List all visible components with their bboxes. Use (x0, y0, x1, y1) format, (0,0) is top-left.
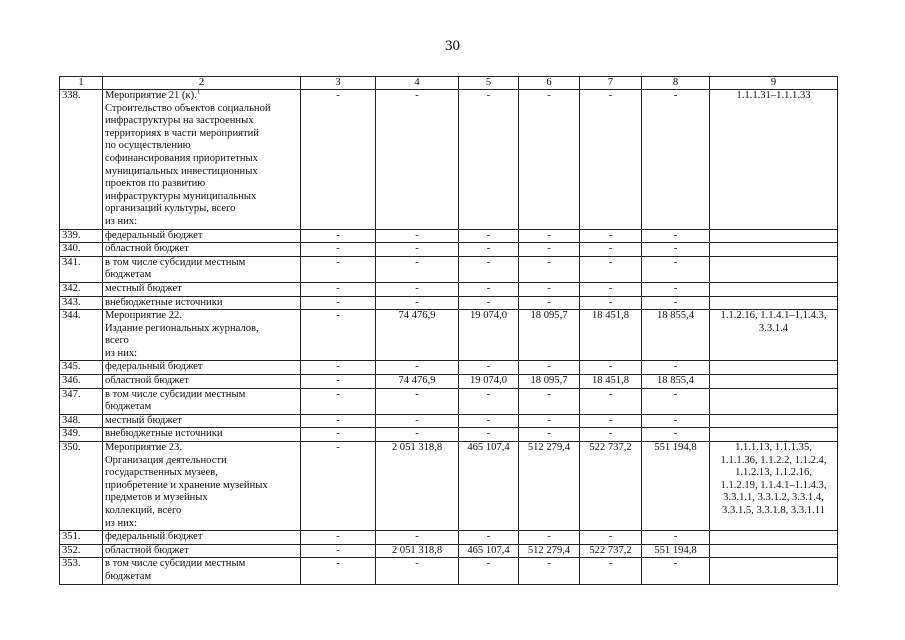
row-description (103, 310, 301, 361)
indicator-refs-cell (710, 90, 838, 230)
value-cell: - (580, 414, 642, 428)
value-cell: - (459, 256, 519, 282)
row-number: 347. (60, 388, 103, 414)
row-description (103, 414, 301, 428)
value-cell: 19 074,0 (459, 375, 519, 389)
description-line: муниципальных инвестиционных (105, 165, 258, 177)
description-line: в том числе субсидии местным (105, 256, 246, 268)
value-cell: - (301, 414, 376, 428)
value-cell: - (459, 388, 519, 414)
value-cell: - (376, 361, 459, 375)
value-cell: - (580, 90, 642, 230)
description-line: коллекций, всего (105, 505, 182, 516)
indicator-ref-line: 1.1.2.19, 1.1.4.1–1.1.4.3, (720, 479, 827, 491)
row-description (103, 442, 301, 531)
value-cell: - (459, 296, 519, 310)
value-cell: - (459, 243, 519, 257)
value-cell: - (376, 558, 459, 584)
description-line: организаций культуры, всего (105, 203, 236, 215)
value-cell: - (580, 229, 642, 243)
value-cell: - (301, 388, 376, 414)
description-line: в том числе субсидии местным (105, 558, 246, 570)
table-row (60, 388, 838, 414)
row-number: 348. (60, 414, 103, 428)
value-cell: - (301, 282, 376, 296)
description-line: Строительство объектов социальной (105, 102, 271, 114)
value-cell: - (580, 558, 642, 584)
value-cell: - (642, 388, 710, 414)
indicator-ref-line: 3.3.1.1, 3.3.1.2, 3.3.1.4, (723, 492, 824, 504)
description-line: по осуществлению (105, 140, 191, 152)
value-cell: - (519, 361, 580, 375)
row-description (103, 428, 301, 442)
value-cell: - (519, 256, 580, 282)
value-cell: - (519, 282, 580, 296)
value-cell: 18 855,4 (642, 310, 710, 361)
indicator-ref-line: 1.1.1.31–1.1.1.33 (736, 90, 811, 101)
table-row (60, 229, 838, 243)
table-row (60, 296, 838, 310)
row-number: 346. (60, 375, 103, 389)
row-description (103, 296, 301, 310)
value-cell: - (301, 243, 376, 257)
row-description (103, 375, 301, 389)
column-number: 2 (103, 77, 301, 90)
indicator-refs-cell (710, 375, 838, 389)
value-cell: - (376, 296, 459, 310)
value-cell: - (459, 90, 519, 230)
value-cell: - (301, 90, 376, 230)
description-line: областной бюджет (105, 375, 189, 387)
row-number: 338. (60, 90, 103, 230)
description-line: областной бюджет (105, 544, 189, 556)
table-body (60, 77, 838, 585)
row-number: 344. (60, 310, 103, 361)
row-number: 339. (60, 229, 103, 243)
table-row (60, 361, 838, 375)
column-number: 3 (301, 77, 376, 90)
value-cell: - (376, 414, 459, 428)
indicator-refs-cell (710, 310, 838, 361)
column-number: 4 (376, 77, 459, 90)
indicator-ref-line: 3.3.1.5, 3.3.1.8, 3.3.1.11 (722, 505, 825, 516)
table-row (60, 243, 838, 257)
description-line: территориях в части мероприятий (105, 127, 259, 139)
value-cell: - (580, 388, 642, 414)
indicator-ref-line: 1.1.2.13, 1.1.2.16, (735, 467, 812, 479)
table-row (60, 310, 838, 361)
row-description (103, 544, 301, 558)
value-cell: 512 279,4 (519, 442, 580, 531)
row-description (103, 388, 301, 414)
column-number: 6 (519, 77, 580, 90)
footnote-marker: 1 (196, 87, 201, 96)
description-line: в том числе субсидии местным (105, 388, 246, 400)
value-cell: - (580, 361, 642, 375)
value-cell: - (642, 558, 710, 584)
row-number: 351. (60, 531, 103, 545)
value-cell: - (519, 428, 580, 442)
description-line: местный бюджет (105, 414, 182, 426)
column-number: 9 (710, 77, 838, 90)
value-cell: - (642, 361, 710, 375)
indicator-refs-cell (710, 544, 838, 558)
indicator-refs-cell (710, 229, 838, 243)
table-row (60, 442, 838, 531)
indicator-ref-line: 1.1.1.36, 1.1.2.2, 1.1.2.4, (720, 454, 827, 466)
budget-table (59, 76, 838, 585)
value-cell: - (519, 296, 580, 310)
value-cell: - (459, 361, 519, 375)
indicator-refs-cell (710, 531, 838, 545)
value-cell: - (580, 428, 642, 442)
column-number: 7 (580, 77, 642, 90)
value-cell: - (301, 296, 376, 310)
description-line: софинансирования приоритетных (105, 152, 258, 164)
table-row (60, 282, 838, 296)
indicator-refs-cell (710, 361, 838, 375)
value-cell: - (642, 229, 710, 243)
row-number: 345. (60, 361, 103, 375)
value-cell: - (642, 414, 710, 428)
table-row (60, 375, 838, 389)
value-cell: 2 051 318,8 (376, 544, 459, 558)
row-number: 340. (60, 243, 103, 257)
table-row (60, 531, 838, 545)
value-cell: - (459, 558, 519, 584)
value-cell: - (642, 428, 710, 442)
value-cell: 74 476,9 (376, 375, 459, 389)
row-number: 350. (60, 442, 103, 531)
value-cell: - (301, 442, 376, 531)
description-line: приобретение и хранение музейных (105, 479, 268, 491)
indicator-refs-cell (710, 243, 838, 257)
description-line: Мероприятие 21 (к).$^1$ (105, 87, 201, 101)
value-cell: 19 074,0 (459, 310, 519, 361)
value-cell: - (519, 558, 580, 584)
row-number: 341. (60, 256, 103, 282)
value-cell: - (459, 428, 519, 442)
row-description (103, 87, 301, 230)
indicator-refs-cell (710, 558, 838, 584)
row-number: 349. (60, 428, 103, 442)
indicator-refs-cell (710, 282, 838, 296)
column-number: 5 (459, 77, 519, 90)
value-cell: 465 107,4 (459, 442, 519, 531)
row-number: 342. (60, 282, 103, 296)
value-cell: - (301, 428, 376, 442)
table-row (60, 544, 838, 558)
row-number: 353. (60, 558, 103, 584)
page-number: 30 (445, 38, 460, 54)
description-line: бюджетам (105, 269, 152, 281)
value-cell: - (376, 428, 459, 442)
value-cell: - (580, 296, 642, 310)
value-cell: - (301, 558, 376, 584)
value-cell: - (301, 361, 376, 375)
value-cell: 522 737,2 (580, 442, 642, 531)
value-cell: - (376, 229, 459, 243)
description-line: внебюджетные источники (105, 428, 223, 440)
value-cell: 551 194,8 (642, 442, 710, 531)
table-row (60, 414, 838, 428)
value-cell: - (580, 531, 642, 545)
value-cell: 18 095,7 (519, 375, 580, 389)
description-line: местный бюджет (105, 282, 182, 294)
description-line: областной бюджет (105, 243, 189, 255)
value-cell: - (519, 243, 580, 257)
description-line: государственных музеев, (105, 467, 218, 479)
value-cell: 522 737,2 (580, 544, 642, 558)
value-cell: - (642, 243, 710, 257)
value-cell: 18 451,8 (580, 375, 642, 389)
value-cell: - (580, 243, 642, 257)
row-description (103, 531, 301, 545)
value-cell: - (301, 310, 376, 361)
column-number-row (60, 77, 838, 90)
column-number: 1 (60, 77, 103, 90)
indicator-ref-line: 3.3.1.4 (758, 322, 789, 334)
value-cell: 18 855,4 (642, 375, 710, 389)
value-cell: - (459, 282, 519, 296)
row-number: 343. (60, 296, 103, 310)
indicator-refs-cell (710, 256, 838, 282)
value-cell: - (376, 388, 459, 414)
value-cell: 2 051 318,8 (376, 442, 459, 531)
value-cell: - (642, 531, 710, 545)
value-cell: - (376, 90, 459, 230)
description-line: из них: (105, 517, 138, 529)
table-row (60, 558, 838, 584)
value-cell: - (301, 375, 376, 389)
table-row (60, 428, 838, 442)
value-cell: 551 194,8 (642, 544, 710, 558)
value-cell: - (376, 256, 459, 282)
indicator-refs-cell (710, 296, 838, 310)
description-line: федеральный бюджет (105, 229, 203, 241)
value-cell: - (459, 531, 519, 545)
row-description (103, 282, 301, 296)
indicator-refs-cell (710, 442, 838, 531)
value-cell: - (580, 256, 642, 282)
description-line: всего (105, 335, 129, 347)
description-line: Мероприятие 23. (105, 442, 182, 454)
value-cell: - (301, 531, 376, 545)
value-cell: - (519, 414, 580, 428)
value-cell: 18 095,7 (519, 310, 580, 361)
value-cell: - (519, 531, 580, 545)
value-cell: - (376, 282, 459, 296)
value-cell: - (459, 414, 519, 428)
indicator-refs-cell (710, 388, 838, 414)
indicator-ref-line: 1.1.1.13, 1.1.1.35, (735, 442, 812, 454)
description-line: инфраструктуры муниципальных (105, 190, 257, 202)
value-cell: - (519, 90, 580, 230)
value-cell: - (580, 282, 642, 296)
description-line: из них: (105, 215, 138, 227)
value-cell: 18 451,8 (580, 310, 642, 361)
value-cell: - (519, 229, 580, 243)
description-line: проектов по развитию (105, 178, 206, 190)
value-cell: 74 476,9 (376, 310, 459, 361)
value-cell: 465 107,4 (459, 544, 519, 558)
description-line: федеральный бюджет (105, 531, 203, 543)
value-cell: - (519, 388, 580, 414)
value-cell: 512 279,4 (519, 544, 580, 558)
column-number: 8 (642, 77, 710, 90)
row-number: 352. (60, 544, 103, 558)
value-cell: - (376, 531, 459, 545)
description-line: бюджетам (105, 570, 152, 582)
description-line: Организация деятельности (105, 454, 227, 466)
value-cell: - (301, 229, 376, 243)
description-line: бюджетам (105, 401, 152, 413)
description-line: предметов и музейных (105, 492, 208, 504)
value-cell: - (301, 256, 376, 282)
value-cell: - (459, 229, 519, 243)
row-description (103, 361, 301, 375)
value-cell: - (642, 256, 710, 282)
row-description (103, 229, 301, 243)
value-cell: - (301, 544, 376, 558)
row-description (103, 243, 301, 257)
value-cell: - (642, 296, 710, 310)
value-cell: - (376, 243, 459, 257)
description-line: из них: (105, 347, 138, 359)
table-row (60, 90, 838, 230)
value-cell: - (642, 282, 710, 296)
row-description (103, 256, 301, 282)
table-row (60, 256, 838, 282)
indicator-ref-line: 1.1.2.16, 1.1.4.1–1.1.4.3, (720, 310, 827, 322)
indicator-refs-cell (710, 428, 838, 442)
value-cell: - (642, 90, 710, 230)
description-line: внебюджетные источники (105, 296, 223, 308)
description-line: Мероприятие 22. (105, 310, 182, 322)
row-description (103, 558, 301, 584)
indicator-refs-cell (710, 414, 838, 428)
description-line: Издание региональных журналов, (105, 322, 259, 334)
description-line: федеральный бюджет (105, 361, 203, 373)
description-line: инфраструктуры на застроенных (105, 115, 254, 127)
